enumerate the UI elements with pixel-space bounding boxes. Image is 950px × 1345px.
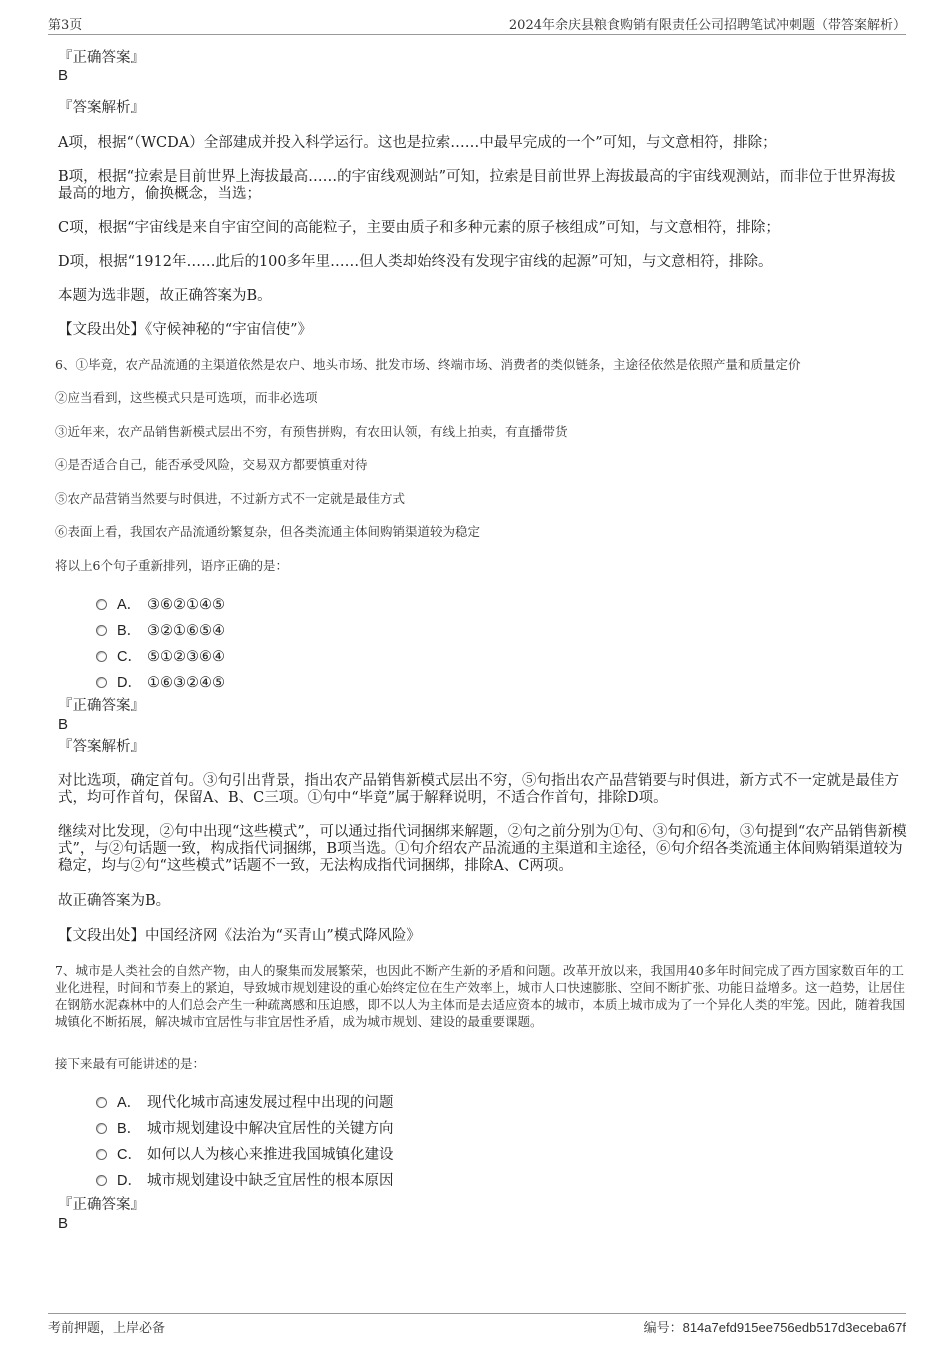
radio-icon[interactable]	[96, 1175, 107, 1186]
radio-icon[interactable]	[96, 1123, 107, 1134]
radio-icon[interactable]	[96, 599, 107, 610]
option-text: 城市规划建设中解决宜居性的关键方向	[147, 1121, 394, 1137]
option-text: 如何以人为核心来推进我国城镇化建设	[147, 1147, 394, 1163]
option-text: ③②①⑥⑤④	[147, 623, 225, 639]
radio-icon[interactable]	[96, 651, 107, 662]
footer-slogan: 考前押题，上岸必备	[48, 1321, 166, 1336]
footer-code	[644, 1317, 906, 1336]
radio-icon[interactable]	[96, 677, 107, 688]
q7-answer-label: 『正确答案』	[58, 1197, 145, 1213]
q5-source: 【文段出处】《守候神秘的“宇宙信使”》	[58, 322, 313, 338]
option-letter: B．	[117, 1121, 142, 1137]
q5-analysis-b: B项，根据“拉索是目前世界上海拔最高……的宇宙线观测站”可知，拉索是目前世界上海拔最高的宇宙线观测站，而非位于世界海拔最高的地方，偷换概念，当选；	[58, 169, 896, 202]
q7-answer: B	[58, 1215, 69, 1232]
page-header	[48, 14, 906, 35]
radio-icon[interactable]	[96, 625, 107, 636]
q6-option-d[interactable]	[96, 671, 225, 692]
option-letter: D．	[117, 675, 142, 691]
q6-sentence-1: 6、①毕竟，农产品流通的主渠道依然是农户、地头市场、批发市场、终端市场、消费者的类似链条，主途径依然是依照产量和质量定价	[55, 357, 801, 372]
option-text: ⑤①②③⑥④	[147, 649, 225, 665]
q6-answer-label: 『正确答案』	[58, 698, 145, 714]
q6-option-b[interactable]	[96, 619, 225, 640]
option-text: 城市规划建设中缺乏宜居性的根本原因	[147, 1173, 394, 1189]
q6-sentence-4: ④是否适合自己，能否承受风险，交易双方都要慎重对待	[55, 457, 368, 472]
q6-sentence-3: ③近年来，农产品销售新模式层出不穷，有预售拼购，有农田认领，有线上拍卖，有直播带货	[55, 424, 568, 439]
q7-option-c[interactable]	[96, 1143, 394, 1164]
footer-code-value: 814a7efd915ee756edb517d3eceba67f	[682, 1320, 906, 1335]
q6-conclusion: 故正确答案为B。	[58, 893, 171, 909]
option-letter: C．	[117, 1147, 142, 1163]
q7-option-a[interactable]	[96, 1091, 394, 1112]
q6-source: 【文段出处】中国经济网《法治为“买青山”模式降风险》	[58, 928, 421, 944]
option-letter: B．	[117, 623, 142, 639]
q6-answer: B	[58, 716, 69, 733]
q6-analysis-label: 『答案解析』	[58, 739, 145, 755]
q6-sentence-6: ⑥表面上看，我国农产品流通纷繁复杂，但各类流通主体间购销渠道较为稳定	[55, 524, 481, 539]
q5-answer: B	[58, 67, 69, 84]
q5-analysis-a: A项，根据“（WCDA）全部建成并投入科学运行。这也是拉索……中最早完成的一个”可知，与文意相符，排除；	[58, 135, 777, 151]
q7-prompt: 接下来最有可能讲述的是：	[55, 1056, 206, 1071]
q6-sentence-5: ⑤农产品营销当然要与时俱进，不过新方式不一定就是最佳方式	[55, 491, 406, 506]
q5-answer-label: 『正确答案』	[58, 50, 145, 66]
page-footer	[48, 1313, 906, 1336]
footer-code-label: 编号：	[643, 1321, 683, 1336]
option-letter: A．	[117, 1095, 142, 1111]
option-text: ③⑥②①④⑤	[147, 597, 225, 613]
q5-analysis-c: C项，根据“宇宙线是来自宇宙空间的高能粒子，主要由质子和多种元素的原子核组成”可知，与文意相符，排除；	[58, 220, 780, 236]
q6-sentence-2: ②应当看到，这些模式只是可选项，而非必选项	[55, 390, 318, 405]
q5-conclusion: 本题为选非题，故正确答案为B。	[58, 288, 272, 304]
page-number: 第3页	[48, 18, 83, 33]
q7-passage: 7、城市是人类社会的自然产物，由人的聚集而发展繁荣，也因此不断产生新的矛盾和问题。改革开放以来，我国用40多年时间完成了西方国家数百年的工业化进程，时间和节奏上的紧迫，导致城市规划建设的重心始终定位在生产效率上，城市人口快速膨胀、空间不断扩张、功能日益增多。这一趋势，让居住在钢筋水泥森林中的人们总会产生一种疏离感和压迫感，即不以人为主体而是去适应资本的城市，本质上城市成为了一个异化人类的牢笼。因此，随着我国城镇化不断拓展，解决城市宜居性与非宜居性矛盾，成为城市规划、建设的最重要课题。	[55, 963, 906, 1029]
radio-icon[interactable]	[96, 1149, 107, 1160]
option-letter: C．	[117, 649, 142, 665]
option-text: 现代化城市高速发展过程中出现的问题	[147, 1095, 394, 1111]
q5-analysis-label: 『答案解析』	[58, 100, 145, 116]
q6-option-a[interactable]	[96, 593, 225, 614]
q6-analysis-1: 对比选项，确定首句。③句引出背景，指出农产品销售新模式层出不穷，⑤句指出农产品营销要与时俱进，新方式不一定就是最佳方式，均可作首句，保留A、B、C三项。①句中“毕竟”属于解释说明，不适合作首句，排除D项。	[58, 773, 899, 806]
option-text: ①⑥③②④⑤	[147, 675, 225, 691]
q6-option-c[interactable]	[96, 645, 225, 666]
option-letter: D．	[117, 1173, 142, 1189]
q5-analysis-d: D项，根据“1912年……此后的100多年里……但人类却始终没有发现宇宙线的起源”可知，与文意相符，排除。	[58, 254, 773, 270]
q6-prompt: 将以上6个句子重新排列，语序正确的是：	[55, 558, 288, 573]
q7-option-b[interactable]	[96, 1117, 394, 1138]
radio-icon[interactable]	[96, 1097, 107, 1108]
option-letter: A．	[117, 597, 142, 613]
document-title: 2024年余庆县粮食购销有限责任公司招聘笔试冲刺题（带答案解析）	[508, 18, 906, 33]
q7-option-d[interactable]	[96, 1169, 394, 1190]
q6-analysis-2: 继续对比发现，②句中出现“这些模式”，可以通过指代词捆绑来解题，②句之前分别为①句、③句和⑥句，③句提到“农产品销售新模式”，与②句话题一致，构成指代词捆绑，B项当选。①句介绍农产品流通的主渠道和主途径，⑥句介绍各类流通主体间购销渠道较为稳定，均与②句“这些模式”话题不一致，无法构成指代词捆绑，排除A、C两项。	[58, 824, 907, 874]
